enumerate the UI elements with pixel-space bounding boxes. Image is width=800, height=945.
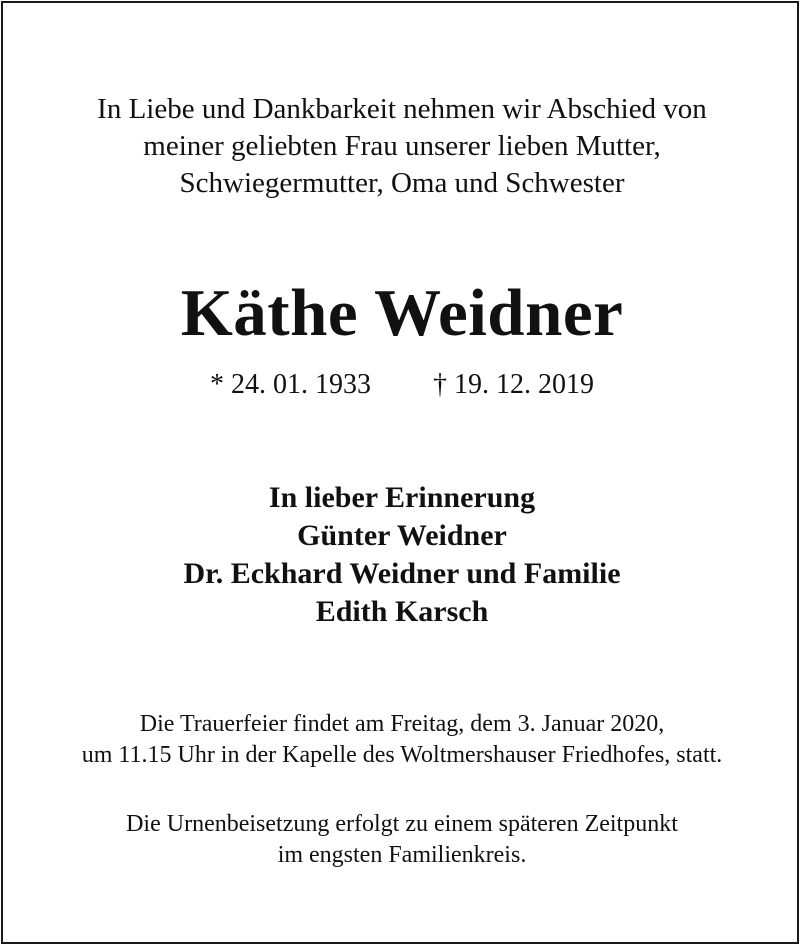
mourner-name: Günter Weidner [297, 519, 507, 552]
mourners-list [3, 479, 800, 631]
intro-line: meiner geliebten Frau unserer lieben Mutter, [143, 130, 661, 162]
burial-line: Die Urnenbeisetzung erfolgt zu einem späteren Zeitpunkt [126, 811, 678, 837]
service-line: um 11.15 Uhr in der Kapelle des Woltmershauser Friedhofes, statt. [81, 742, 723, 768]
burial-line: im engsten Familienkreis. [277, 842, 527, 868]
deceased-name: Käthe Weidner [180, 276, 624, 350]
intro-line: In Liebe und Dankbarkeit nehmen wir Abschied von [97, 93, 707, 125]
funeral-service-info [3, 709, 800, 771]
mourner-name: Edith Karsch [315, 595, 489, 628]
burial-info [3, 809, 800, 871]
service-line: Die Trauerfeier findet am Freitag, dem 3. Januar 2020, [139, 711, 665, 737]
birth-date: * 24. 01. 1933 [210, 369, 371, 400]
mourner-name: Dr. Eckhard Weidner und Familie [183, 557, 621, 590]
obituary-notice [1, 1, 799, 944]
intro-line: Schwiegermutter, Oma und Schwester [179, 167, 625, 199]
remembrance-heading: In lieber Erinnerung [268, 481, 536, 514]
intro-text [3, 91, 800, 202]
life-dates [3, 367, 800, 403]
death-date: † 19. 12. 2019 [433, 369, 594, 400]
